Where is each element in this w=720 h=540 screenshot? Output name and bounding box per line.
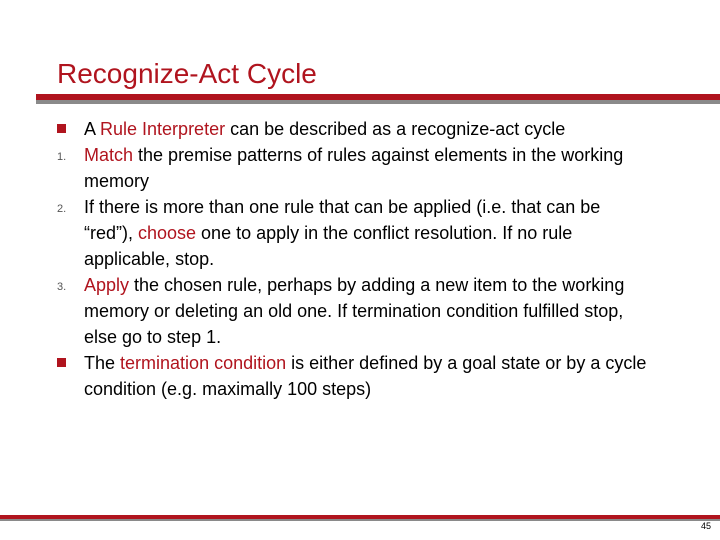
- text-run: A: [84, 119, 101, 139]
- square-bullet-icon: [57, 358, 66, 367]
- slide-title: Recognize-Act Cycle: [57, 58, 317, 89]
- highlighted-term: choose: [138, 223, 197, 243]
- footer-rule-shadow: [0, 519, 720, 521]
- list-item-text: [84, 116, 654, 142]
- list-number: 2.: [57, 203, 67, 215]
- text-run: the premise patterns of rules against elements in the working memory: [84, 145, 624, 191]
- list-item-text: [84, 142, 654, 194]
- list-item: [0, 350, 720, 402]
- text-run: the chosen rule, perhaps by adding a new item to the working memory or deleting an old one. If termination condition fulfilled stop, else go to step 1.: [84, 275, 625, 347]
- list-number: 1.: [57, 151, 67, 163]
- list-item: [0, 272, 720, 350]
- highlighted-term: Apply: [84, 275, 130, 295]
- text-run: If there is more than one rule that can be applied (i.e. that can be “red”),: [84, 197, 601, 243]
- slide-content: [0, 116, 720, 402]
- list-item: [0, 116, 720, 142]
- text-run: is either defined by a goal state or by a cycle condition (e.g. maximally 100 steps): [84, 353, 647, 399]
- list-number: 3.: [57, 281, 67, 293]
- text-run: one to apply in the conflict resolution. If no rule applicable, stop.: [84, 223, 573, 269]
- text-run: can be described as a recognize-act cycle: [225, 119, 566, 139]
- highlighted-term: Rule Interpreter: [100, 119, 226, 139]
- page-number: 45: [700, 521, 711, 531]
- text-run: The: [84, 353, 121, 373]
- title-underline-shadow: [36, 100, 720, 104]
- list-item: [0, 194, 720, 272]
- square-bullet-icon: [57, 124, 66, 133]
- list-item: [0, 142, 720, 194]
- list-item-text: [84, 272, 654, 350]
- list-item-text: [84, 350, 654, 402]
- list-item-text: [84, 194, 654, 272]
- highlighted-term: Match: [84, 145, 134, 165]
- highlighted-term: termination condition: [120, 353, 287, 373]
